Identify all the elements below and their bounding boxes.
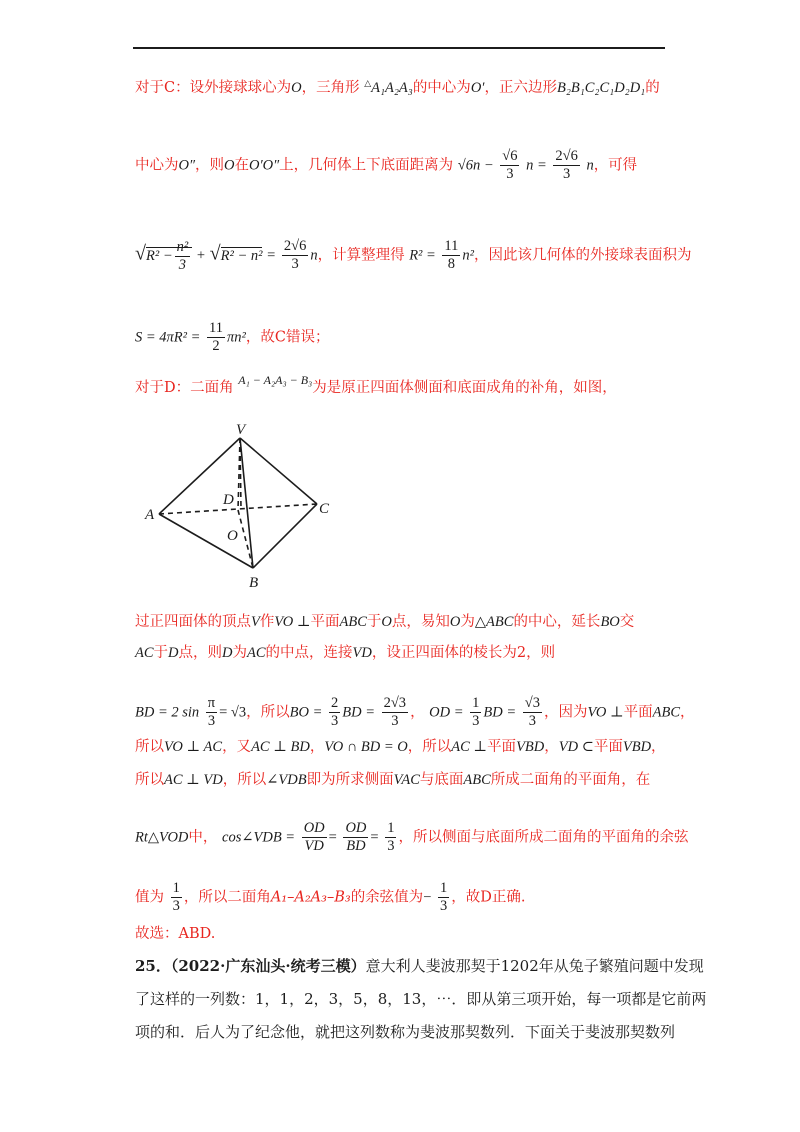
tetrahedron-figure	[143, 420, 333, 595]
fraction	[171, 880, 182, 915]
text: 所成二面角的平面角，在	[490, 772, 651, 788]
fraction	[343, 820, 368, 855]
denominator: 3	[291, 256, 299, 272]
math: VBD	[622, 739, 652, 755]
text: 的中心，延长	[513, 614, 601, 630]
text: ，	[680, 704, 695, 721]
denominator: 3	[178, 256, 187, 273]
equals-sign: =	[328, 829, 337, 846]
math: ∠VDB	[266, 772, 307, 788]
math: AC	[247, 645, 266, 661]
numerator: OD	[303, 820, 325, 836]
fraction	[382, 695, 408, 730]
segment-VD	[238, 438, 240, 510]
numerator: 1	[172, 880, 180, 896]
radicand: R² − n²	[220, 247, 263, 264]
math-O-dprime: O″	[178, 157, 196, 174]
numerator: 2√6	[283, 238, 307, 254]
math-expr: R² −	[145, 247, 173, 264]
numerator: n²	[176, 238, 189, 255]
proof-line-5	[135, 770, 650, 790]
numerator: 1	[472, 695, 480, 711]
math: VO ⊥	[587, 704, 624, 721]
math-O: O	[224, 157, 235, 174]
math: cos∠VDB =	[222, 829, 296, 846]
fraction	[207, 320, 225, 355]
text: 平面	[487, 739, 517, 755]
fraction	[442, 238, 460, 273]
text: ，故C错误；	[245, 329, 330, 346]
denominator: 3	[506, 166, 514, 182]
denominator: 8	[447, 256, 456, 272]
denominator: 3	[172, 898, 180, 914]
fraction	[206, 695, 217, 730]
text: ，故D正确.	[451, 889, 526, 906]
denominator: 3	[391, 713, 399, 729]
edge-VB	[240, 438, 253, 568]
math-expr: n	[586, 157, 594, 174]
text: 所以	[135, 739, 164, 755]
text: 为是原正四面体侧面和底面成角的补角，如图，	[312, 380, 617, 396]
question-text: 意大利人斐波那契于1202年从兔子繁殖问题中发现	[365, 957, 704, 975]
denominator: BD	[346, 838, 366, 854]
math-expr: S = 4πR² =	[135, 329, 201, 346]
fraction	[385, 820, 396, 855]
label-O: O	[227, 528, 238, 544]
fraction	[175, 239, 191, 274]
numerator: 11	[209, 320, 223, 336]
math: AC ⊥ VD	[164, 772, 223, 788]
text: 值为	[135, 889, 164, 906]
math: BD = 2 sin	[135, 704, 200, 721]
tetrahedron-svg	[143, 420, 333, 595]
numerator: 1	[439, 880, 448, 896]
math: VO ∩ BD = O	[324, 739, 408, 755]
proof-line-7	[135, 880, 525, 915]
denominator: 2	[212, 338, 220, 354]
text: 点，易知	[391, 614, 450, 630]
edge-VC	[240, 438, 317, 504]
text: 中心为	[135, 157, 179, 174]
math: Rt△VOD	[135, 829, 189, 846]
numerator: 2√3	[383, 695, 407, 711]
math: BO =	[289, 704, 323, 721]
text: 对于D：二面角	[135, 380, 234, 396]
denominator: 3	[387, 838, 395, 854]
proof-line-1	[135, 612, 634, 632]
text: ，所以侧面与底面所成二面角的平面角的余弦	[398, 829, 689, 846]
math: BD =	[342, 704, 375, 721]
text: 交	[619, 614, 635, 630]
text: 在	[234, 157, 249, 174]
line-c3	[135, 238, 692, 274]
math: AC ⊥	[451, 739, 488, 755]
text: 为	[460, 614, 475, 630]
math-expr: πn²	[227, 329, 246, 346]
edge-AB	[159, 514, 253, 568]
math: O	[449, 614, 461, 630]
text: 中，	[188, 829, 218, 846]
line-d1	[135, 373, 617, 398]
label-D: D	[223, 492, 234, 508]
denominator: 3	[472, 713, 480, 729]
math: BD =	[483, 704, 517, 721]
plus-sign: +	[196, 247, 206, 264]
radicand	[145, 238, 192, 273]
text: 过正四面体的顶点	[135, 614, 251, 630]
text: 的余弦值为	[350, 889, 424, 906]
denominator: 3	[562, 166, 571, 182]
numerator: OD	[345, 820, 367, 836]
text: 的	[645, 79, 660, 96]
math: AC ⊥ BD	[251, 739, 310, 755]
text: 为	[232, 645, 247, 661]
math: ABC	[339, 614, 367, 630]
header-rule	[133, 47, 665, 49]
text: 对于C：设外接球球心为	[135, 79, 292, 96]
text: ，计算整理得	[317, 247, 405, 264]
text: ，设正四面体的棱长为2，则	[371, 645, 556, 661]
fraction	[282, 238, 308, 273]
text: 作	[259, 614, 275, 630]
label-C: C	[319, 501, 330, 517]
numerator: 1	[387, 820, 395, 836]
edge-CB	[253, 504, 317, 568]
math: VO ⊥	[274, 614, 311, 630]
math-segment: O′O″	[249, 157, 280, 174]
text: ，则	[195, 157, 225, 174]
line-c2	[135, 148, 637, 183]
denominator: 3	[330, 713, 339, 729]
proof-line-6	[135, 820, 688, 855]
math-expr: n =	[526, 157, 547, 174]
text: 与底面	[419, 772, 464, 788]
fraction	[470, 695, 481, 730]
question-source: （2022·广东汕头·统考三模）	[170, 957, 366, 975]
text: ，所以	[246, 704, 290, 721]
radical-sign: √	[135, 242, 146, 265]
text: ，所以	[222, 772, 267, 788]
math-O-prime: O′	[470, 79, 485, 96]
proof-line-2	[135, 643, 555, 663]
answer-line: 故选：ABD.	[135, 926, 216, 942]
question-number: 25．	[135, 957, 171, 975]
math-O: O	[291, 79, 302, 96]
text: ，所以二面角	[183, 889, 271, 906]
math-expr: R² =	[409, 247, 436, 264]
text: 于	[153, 645, 169, 661]
math: △ABC	[474, 614, 514, 630]
text: ，因为	[543, 704, 588, 721]
math-hexagon: B₂B₁C₂C₁D₂D₁	[556, 79, 646, 96]
equals-sign: =	[267, 247, 276, 264]
math: = √3	[219, 704, 247, 721]
math-triangle: A₁A₂A₃	[371, 79, 413, 96]
text: 上，几何体上下底面距离为	[279, 157, 454, 174]
math: VD	[352, 645, 372, 661]
denominator: 3	[528, 713, 536, 729]
math: ABC	[463, 772, 491, 788]
text: 的中心为	[412, 79, 471, 96]
text: 点，则	[178, 645, 223, 661]
math: OD =	[429, 704, 464, 721]
fraction	[553, 148, 579, 183]
math: ABC	[652, 704, 681, 721]
denominator: VD	[304, 838, 324, 854]
math: O	[381, 614, 392, 630]
math: VAC	[393, 772, 420, 788]
numerator: π	[207, 695, 216, 711]
numerator: 11	[444, 238, 459, 254]
minus-sign: −	[423, 889, 432, 906]
label-V: V	[236, 422, 246, 438]
math: VBD	[516, 739, 545, 755]
text: 即为所求侧面	[306, 772, 394, 788]
fraction	[500, 148, 519, 183]
fraction	[329, 695, 340, 730]
fraction	[302, 820, 327, 855]
proof-line-4	[135, 737, 666, 757]
label-A: A	[145, 507, 155, 523]
text: 的中点，连接	[265, 645, 353, 661]
text: ，因此该几何体的外接球表面积为	[474, 247, 692, 264]
math: D	[168, 645, 179, 661]
text: 平面	[623, 704, 653, 721]
text: ，	[309, 739, 325, 755]
math: BO	[600, 614, 620, 630]
numerator: 2√6	[555, 148, 578, 164]
denominator: 3	[439, 898, 448, 914]
line-c1	[135, 73, 660, 98]
numerator: 2	[330, 695, 339, 711]
text: 所以	[135, 772, 164, 788]
math-n: n	[310, 247, 318, 264]
math-expr: √6n −	[457, 157, 494, 174]
text: ，正六边形	[484, 79, 557, 96]
math: AC	[135, 645, 154, 661]
question-25-line-2: 了这样的一列数：1，1，2，3，5，8，13，⋯．即从第三项开始，每一项都是它前两	[135, 990, 707, 1008]
line-c4	[135, 320, 329, 355]
text: ，三角形	[301, 79, 360, 96]
text: ，	[651, 739, 666, 755]
denominator: 3	[207, 713, 216, 729]
text: 于	[366, 614, 382, 630]
fraction	[523, 695, 542, 730]
question-25-line-1	[135, 955, 704, 976]
text: ，又	[222, 739, 252, 755]
question-25-line-3: 项的和．后人为了纪念他，就把这列数称为斐波那契数列．下面关于斐波那契数列	[135, 1023, 676, 1041]
triangle-symbol: △	[364, 78, 372, 88]
text: ，	[544, 739, 559, 755]
math-dihedral-angle: A₁ − A₂A₃ − B₃	[238, 373, 313, 387]
math: VD ⊂	[558, 739, 594, 755]
equals-sign: =	[370, 829, 379, 846]
text: ，可得	[593, 157, 638, 174]
fraction	[438, 880, 449, 915]
text: ，	[410, 704, 425, 721]
numerator: √6	[502, 148, 518, 164]
dihedral-angle-text: A₁–A₂A₃–B₃	[270, 889, 351, 906]
math-expr: n²	[462, 247, 474, 264]
text: ，所以	[407, 739, 452, 755]
label-B: B	[249, 575, 259, 591]
text: 平面	[310, 614, 340, 630]
text: 平面	[593, 739, 623, 755]
math: VO ⊥ AC	[164, 739, 223, 755]
radical-sign: √	[209, 242, 221, 265]
math: V	[251, 614, 260, 630]
numerator: √3	[524, 695, 540, 711]
math: D	[222, 645, 233, 661]
proof-line-3	[135, 695, 695, 730]
